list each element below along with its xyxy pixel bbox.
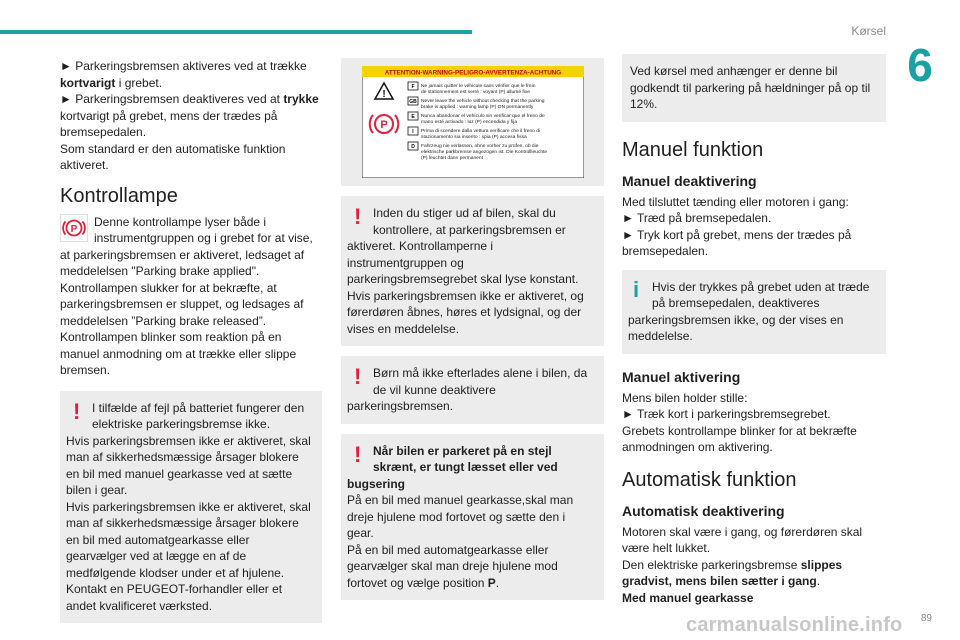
auto-line-3: Med manuel gearkasse bbox=[622, 590, 754, 605]
deakt-line-2: ► Træd på bremsepedalen. bbox=[622, 211, 772, 225]
steep-slope-warning-box bbox=[341, 434, 604, 601]
svg-text:P: P bbox=[379, 119, 388, 131]
label-line-0-0: Ne jamais quitter le véhicule sans vérifier que le frein bbox=[420, 84, 535, 89]
intro-paragraph-2: ► Parkeringsbremsen deaktiveres ved at trykke kortvarigt på grebet, mens der trædes på bremsepedalen. bbox=[60, 92, 319, 139]
section-title: Kørsel bbox=[851, 24, 886, 38]
children-warning-box bbox=[341, 356, 604, 424]
label-line-4-2: (P) leuchtet dann permanent bbox=[420, 156, 483, 161]
column-2 bbox=[341, 58, 604, 610]
deakt-line-3: ► Tryk kort på grebet, mens der trædes på bremsepedalen. bbox=[622, 227, 852, 258]
label-line-2-1: mano esté activado : luz (P) encendida y fija bbox=[420, 120, 517, 125]
intro-paragraph-3: Som standard er den automatiske funktion aktiveret. bbox=[60, 141, 286, 172]
label-title: ATTENTION-WARNING-PELIGRO-AVVERTENZA-ACHTUNG bbox=[384, 69, 561, 77]
warning-text-rest-1: Hvis parkeringsbremsen ikke er aktiveret, skal man af sikkerhedsmæssige årsager blokere en bil med manuel gearkasse ved at sætte bilen i gear. bbox=[66, 433, 311, 497]
intro-paragraph-1: ► Parkeringsbremsen aktiveres ved at trække kortvarigt i grebet. bbox=[60, 59, 307, 90]
warn2-rest: parkeringsbremsen. bbox=[347, 399, 454, 413]
svg-text:P: P bbox=[70, 223, 78, 235]
column-3 bbox=[622, 52, 886, 606]
warning-label-image bbox=[362, 66, 584, 178]
label-line-0-1: de stationnement est serré : voyant (P) allumé fixe bbox=[420, 90, 530, 95]
kontrollampe-heading: Kontrollampe bbox=[60, 184, 178, 207]
warning-text-rest-2: Hvis parkeringsbremsen ikke er aktiveret, skal man af sikkerhedsmæssige årsager blokere en bil med automatgearkasse eller gearvælger ved at lægge en af de medfølgende klodser under et af hjulene. bbox=[66, 499, 311, 580]
kontrollampe-text-rest: at parkeringsbremsen er aktiveret, ledsaget af meddelelsen "Parking brake applied". Kontrollampen slukker for at bekræfte, at parkeringsbremsen er sluppet, og ledsages af meddelelsen ”Parking brake released”. Kontrollampen blinker som reaktion på en manuel anmodning om at trække eller slippe bremsen. bbox=[60, 247, 305, 377]
info-first: Hvis der trykkes på grebet uden at træde på bremsepedalen, deaktiveres bbox=[652, 279, 870, 310]
column-1 bbox=[60, 58, 322, 633]
label-flag-text-4: D bbox=[410, 144, 415, 151]
manuel-funktion-heading: Manuel funktion bbox=[622, 138, 764, 161]
trailer-note-box bbox=[622, 54, 886, 122]
label-line-3-0: Prima di scendere dalla vettura verificare che il freno di bbox=[420, 129, 540, 134]
warn1-rest: aktiveret. Kontrollamperne i instrumentgruppen og parkeringsbremsegrebet skal lyse konstant. Hvis parkeringsbremsen ikke er aktiveret, og førerdøren åbnes, høres et lydsignal, og der vises en meddelelse. bbox=[347, 239, 584, 336]
warn3-bold-rest: bugsering bbox=[347, 476, 406, 491]
svg-text:!: ! bbox=[381, 89, 386, 100]
warning-text-first: I tilfælde af fejl på batteriet fungerer den elektriske parkeringsbremse ikke. bbox=[92, 400, 305, 431]
label-flag-text-1: GB bbox=[408, 99, 417, 106]
automatisk-deaktivering-heading: Automatisk deaktivering bbox=[622, 502, 785, 519]
warning-text-rest-3: Kontakt en PEUGEOT-forhandler eller et andet kvalificeret værksted. bbox=[66, 582, 283, 613]
kontrollampe-row bbox=[60, 214, 322, 247]
label-line-4-1: elektrische parkbremse angezogen ist. Die Kontrollleuchte bbox=[420, 150, 547, 155]
warning-exclamation-icon: ! bbox=[354, 364, 362, 389]
header-accent-bar bbox=[0, 30, 472, 34]
chapter-number: 6 bbox=[907, 39, 933, 91]
akt-line-3: Grebets kontrollampe blinker for at bekræfte anmodningen om aktivering. bbox=[622, 423, 857, 454]
manuel-deaktivering-heading: Manuel deaktivering bbox=[622, 172, 757, 189]
label-flag-text-3: I bbox=[411, 129, 414, 136]
exit-vehicle-warning-box bbox=[341, 196, 604, 346]
page-number: 89 bbox=[920, 613, 932, 624]
warn3-first: Når bilen er parkeret på en stejl skrænt, er tungt læsset eller ved bbox=[373, 443, 558, 474]
warning-exclamation-icon: ! bbox=[354, 441, 362, 467]
auto-line-2: Den elektriske parkeringsbremse slippes gradvist, mens bilen sætter i gang. bbox=[622, 557, 843, 588]
info-note-box bbox=[622, 270, 886, 354]
warn3-rest-2: På en bil med automatgearkasse eller gearvælger skal man dreje hjulene mod fortovet og vælge position P. bbox=[347, 542, 558, 590]
label-flag-text-0: F bbox=[410, 84, 415, 91]
warning-label-figure bbox=[341, 58, 604, 186]
label-line-4-0: Fahrzeug nie verlassen, ohne vorher zu prüfen, ob die bbox=[420, 144, 538, 149]
battery-warning-box bbox=[60, 391, 322, 624]
warn3-rest-1: På en bil med manuel gearkasse,skal man dreje hjulene mod fortovet og sætte den i gear. bbox=[347, 493, 574, 540]
label-line-2-0: Nunca abandonar el vehículo sin verificar que el freno de bbox=[420, 114, 545, 119]
parking-brake-icon bbox=[60, 214, 88, 242]
deakt-line-1: Med tilsluttet tænding eller motoren i gang: bbox=[622, 194, 849, 209]
label-line-1-1: brake is applied : warning lamp (P) ON permanently bbox=[420, 105, 533, 110]
label-flag-text-2: E bbox=[410, 114, 415, 121]
info-rest: parkeringsbremsen ikke, og der vises en meddelelse. bbox=[628, 312, 844, 343]
warn2-first: Børn må ikke efterlades alene i bilen, da de vil kunne deaktivere bbox=[373, 366, 588, 397]
info-icon: i bbox=[633, 276, 640, 302]
warning-exclamation-icon: ! bbox=[73, 398, 81, 424]
watermark: carmanualsonline.info bbox=[686, 614, 903, 636]
akt-line-2: ► Træk kort i parkeringsbremsegrebet. bbox=[622, 407, 831, 421]
warning-exclamation-icon: ! bbox=[354, 204, 362, 229]
trailer-note-text: Ved kørsel med anhænger er denne bil godkendt til parkering på hældninger på op til 12%. bbox=[630, 64, 871, 111]
kontrollampe-text-first: Denne kontrollampe lyser både i instrumentgruppen og i grebet for at vise, bbox=[94, 214, 313, 245]
manuel-aktivering-heading: Manuel aktivering bbox=[622, 368, 741, 385]
label-line-1-0: Never leave the vehicle without checking that the parking bbox=[420, 99, 544, 104]
warn1-first: Inden du stiger ud af bilen, skal du kontrollere, at parkeringsbremsen er bbox=[373, 206, 566, 237]
auto-line-1: Motoren skal være i gang, og førerdøren skal være helt lukket. bbox=[622, 524, 863, 555]
akt-line-1: Mens bilen holder stille: bbox=[622, 390, 748, 405]
label-line-3-1: stazionamento sia inserito : spia (P) accesa fissa bbox=[420, 135, 527, 140]
automatisk-funktion-heading: Automatisk funktion bbox=[622, 468, 797, 491]
